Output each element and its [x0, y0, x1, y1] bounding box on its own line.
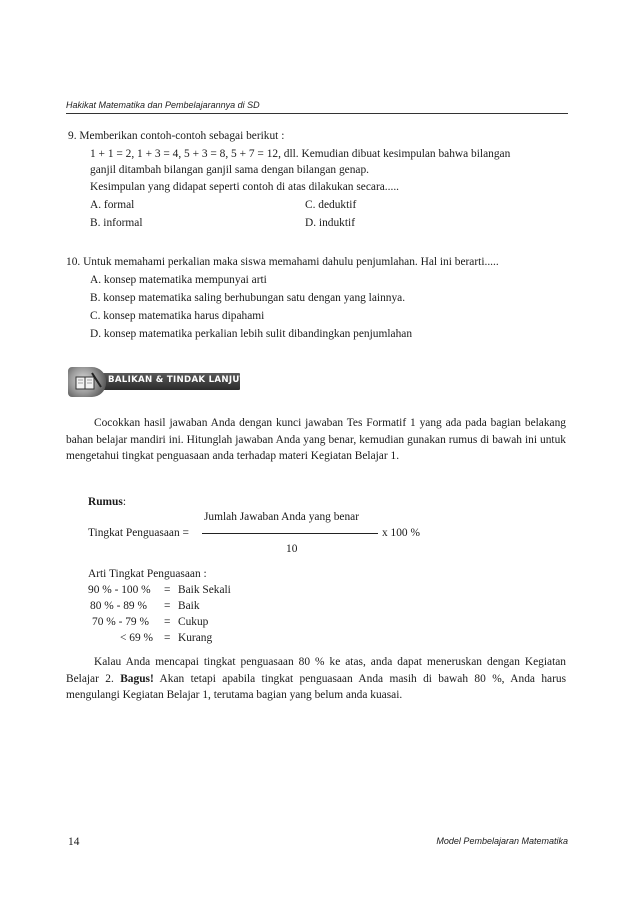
level-range: 80 % - 89 %	[90, 600, 147, 612]
page-number: 14	[68, 836, 80, 848]
level-range: 70 % - 79 %	[92, 616, 149, 628]
formula-multiplier: x 100 %	[382, 527, 420, 539]
question-9-line-2: ganjil ditambah bilangan ganjil sama dengan bilangan genap.	[90, 164, 369, 176]
closing-part-1: Kalau Anda mencapai tingkat penguasaan 80 % ke atas, anda dapat meneruskan dengan Kegiatan Belajar 2.	[66, 656, 566, 685]
level-eq: =	[164, 584, 171, 596]
formula-denominator: 10	[286, 543, 298, 555]
question-10-stem: 10. Untuk memahami perkalian maka siswa memahami dahulu penjumlahan. Hal ini berarti.....	[66, 256, 499, 268]
level-label: Kurang	[178, 632, 213, 644]
question-9-option-b: B. informal	[90, 217, 143, 229]
level-row	[120, 630, 153, 646]
level-row	[88, 598, 147, 614]
closing-paragraph	[66, 654, 566, 704]
formula-lhs: Tingkat Penguasaan =	[88, 527, 189, 539]
level-eq: =	[164, 616, 171, 628]
running-header: Hakikat Matematika dan Pembelajarannya di SD	[66, 100, 260, 110]
level-row	[88, 582, 151, 598]
formula-label: Rumus	[88, 496, 123, 508]
level-eq: =	[164, 632, 171, 644]
level-row	[92, 614, 149, 630]
level-range: 90 % - 100 %	[88, 584, 151, 596]
level-label: Baik	[178, 600, 200, 612]
fraction-bar	[202, 533, 378, 534]
level-label: Baik Sekali	[178, 584, 231, 596]
intro-paragraph: Cocokkan hasil jawaban Anda dengan kunci jawaban Tes Formatif 1 yang ada pada bagian belakang bahan belajar mandiri ini. Hitunglah jawaban Anda yang benar, kemudian gunakan rumus di bawah ini untuk mengetahui tingkat penguasaan anda terhadap materi Kegiatan Belajar 1.	[66, 417, 566, 462]
level-eq: =	[164, 600, 171, 612]
book-pen-icon	[68, 367, 106, 397]
header-rule	[66, 113, 568, 114]
question-9-option-c: C. deduktif	[305, 199, 357, 211]
question-9-option-d: D. induktif	[305, 217, 355, 229]
feedback-section-badge	[68, 367, 246, 397]
formula-numerator: Jumlah Jawaban Anda yang benar	[204, 511, 359, 523]
question-9-line-3: Kesimpulan yang didapat seperti contoh di atas dilakukan secara.....	[90, 181, 400, 193]
question-10-option-a: A. konsep matematika mempunyai arti	[90, 274, 267, 286]
levels-title: Arti Tingkat Penguasaan :	[88, 568, 207, 580]
formula-heading	[88, 494, 126, 510]
question-9-option-a: A. formal	[90, 199, 135, 211]
question-10-option-b: B. konsep matematika saling berhubungan satu dengan yang lainnya.	[90, 292, 406, 304]
level-range: < 69 %	[120, 632, 153, 644]
closing-bold: Bagus!	[120, 672, 154, 685]
formula-colon: :	[122, 496, 126, 508]
closing-part-2: Akan tetapi apabila tingkat penguasaan Anda masih di bawah 80 %, Anda harus mengulangi Kegiatan Belajar 1, terutama bagian yang belum anda kuasai.	[66, 672, 567, 701]
question-9-stem: 9. Memberikan contoh-contoh sebagai berikut :	[68, 130, 285, 142]
question-10-option-c: C. konsep matematika harus dipahami	[90, 310, 265, 322]
running-footer: Model Pembelajaran Matematika	[436, 836, 568, 846]
question-9-line-1: 1 + 1 = 2, 1 + 3 = 4, 5 + 3 = 8, 5 + 7 = 12, dll. Kemudian dibuat kesimpulan bahwa bilangan	[90, 148, 511, 160]
badge-label: BALIKAN & TINDAK LANJUT	[108, 375, 246, 385]
level-label: Cukup	[178, 616, 209, 628]
question-10-option-d: D. konsep matematika perkalian lebih sulit dibandingkan penjumlahan	[90, 328, 413, 340]
